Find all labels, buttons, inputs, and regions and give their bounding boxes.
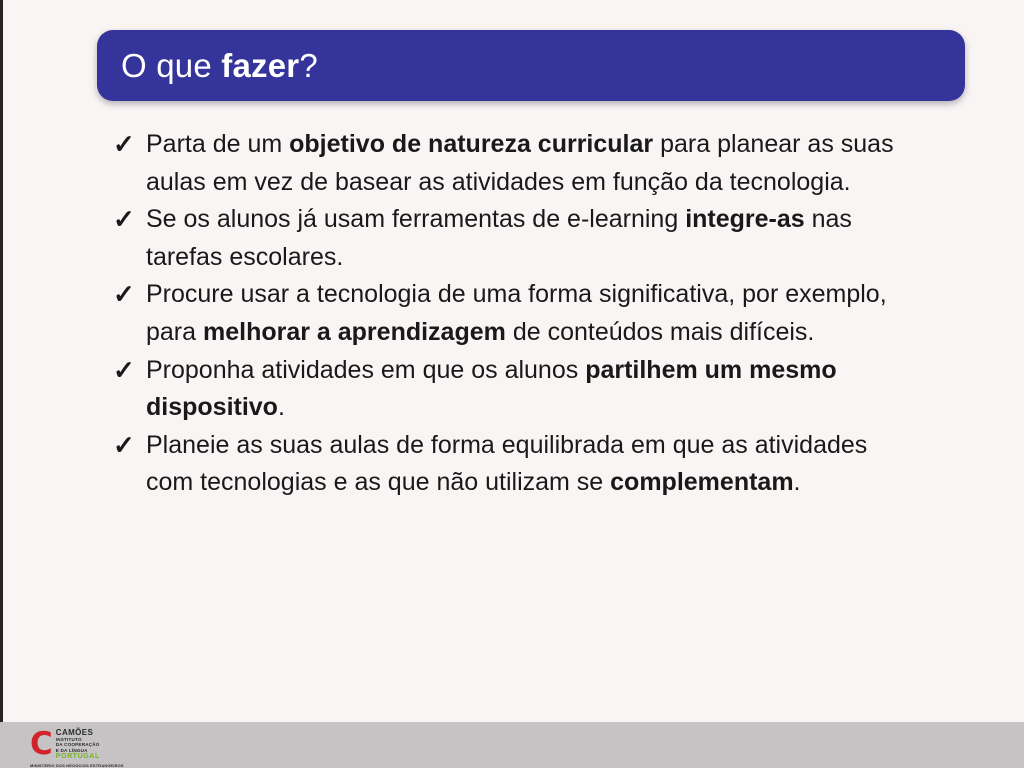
bullet-text-bold: objetivo de natureza curricular bbox=[289, 130, 654, 158]
bullet-text-post: nas tarefas escolares. bbox=[146, 205, 852, 271]
bullet-text bbox=[146, 431, 867, 497]
logo-line-cooperacao: DA COOPERAÇÃO bbox=[55, 742, 100, 748]
bullet-text bbox=[146, 280, 887, 346]
bullet-item-5 bbox=[113, 427, 915, 502]
logo-name: CAMÕES bbox=[55, 728, 94, 737]
left-edge-strip bbox=[0, 0, 3, 768]
slide-title-box bbox=[97, 30, 965, 101]
slide-title-pre: O que bbox=[121, 46, 222, 84]
bullet-list bbox=[113, 126, 915, 502]
bullet-text bbox=[146, 130, 894, 196]
camoes-logo-text bbox=[56, 728, 100, 761]
logo-ministry-line: MINISTÉRIO DOS NEGÓCIOS ESTRANGEIROS bbox=[30, 762, 124, 768]
bullet-text-bold: partilhem um mesmo dispositivo bbox=[146, 355, 837, 422]
slide-title-post: ? bbox=[299, 46, 318, 84]
bullet-item-2 bbox=[113, 201, 915, 276]
bullet-text-post: de conteúdos mais difíceis. bbox=[505, 317, 815, 346]
footer-bar bbox=[0, 722, 1024, 768]
bullet-text-post: . bbox=[277, 393, 285, 422]
bullet-text-post: para planear as suas aulas em vez de basear as atividades em função da tecnologia. bbox=[146, 130, 894, 196]
bullet-text-pre: Planeie as suas aulas de forma equilibrada em que as atividades com tecnologias e as que não utilizam se bbox=[146, 430, 868, 497]
slide-title-bold: fazer bbox=[221, 46, 300, 84]
check-icon: ✓ bbox=[113, 129, 135, 159]
camoes-logo-row bbox=[30, 728, 124, 761]
check-icon: ✓ bbox=[113, 429, 135, 460]
bullet-text-pre: Se os alunos já usam ferramentas de e-learning bbox=[146, 205, 686, 234]
camoes-c-icon: C bbox=[30, 726, 53, 763]
logo-line-instituto: INSTITUTO bbox=[55, 737, 82, 743]
bullet-item-4 bbox=[113, 352, 915, 427]
camoes-logo bbox=[30, 728, 124, 768]
bullet-text-pre: Parta de um bbox=[146, 130, 290, 158]
bullet-item-1 bbox=[113, 126, 915, 201]
bullet-text bbox=[146, 356, 837, 422]
bullet-text-bold: integre-as bbox=[685, 205, 805, 234]
bullet-text-bold: melhorar a aprendizagem bbox=[202, 317, 506, 346]
logo-line-lingua: E DA LÍNGUA bbox=[55, 747, 88, 753]
bullet-text bbox=[146, 205, 852, 271]
slide-title bbox=[121, 47, 318, 85]
bullet-text-pre: Procure usar a tecnologia de uma forma significativa, por exemplo, para bbox=[146, 280, 887, 346]
bullet-item-3 bbox=[113, 276, 915, 351]
logo-country: PORTUGAL bbox=[55, 753, 100, 761]
bullet-text-pre: Proponha atividades em que os alunos bbox=[146, 355, 586, 384]
check-icon: ✓ bbox=[113, 204, 135, 235]
check-icon: ✓ bbox=[113, 354, 135, 385]
bullet-text-bold: complementam bbox=[610, 468, 794, 497]
bullet-text-post: . bbox=[793, 468, 801, 497]
check-icon: ✓ bbox=[113, 279, 135, 310]
